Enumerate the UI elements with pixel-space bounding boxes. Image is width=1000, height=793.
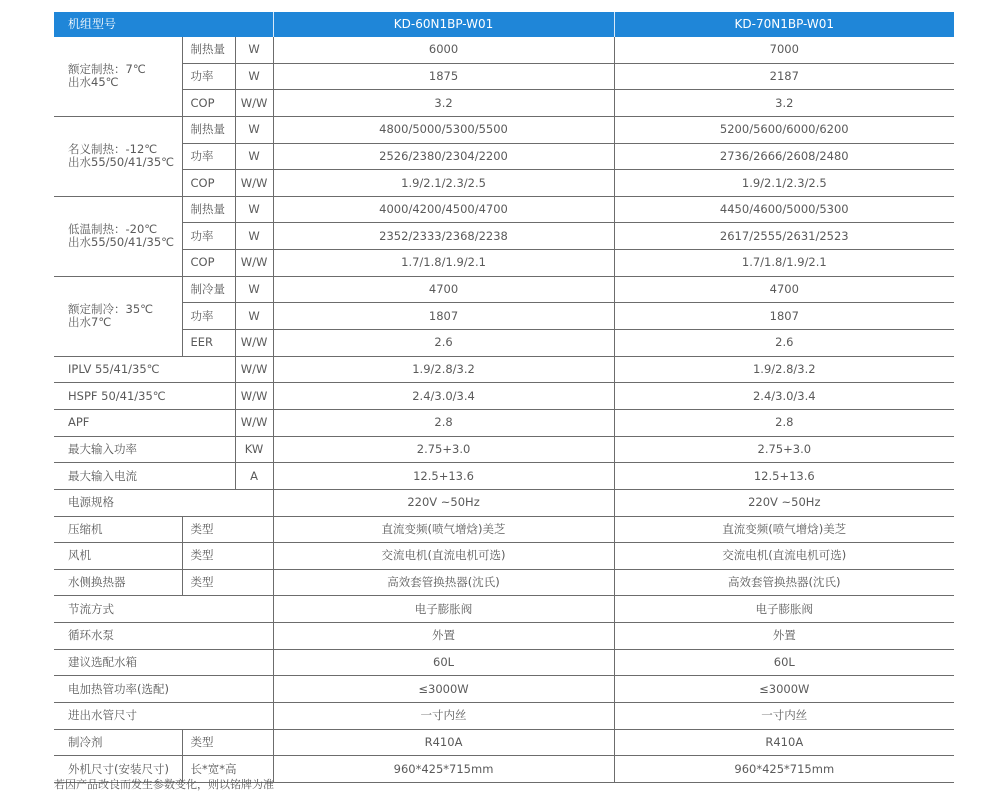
row-sub-label: 功率 (182, 63, 235, 90)
group-label: 名义制热：-12℃ 出水55/50/41/35℃ (54, 116, 182, 196)
value-model-1: 2526/2380/2304/2200 (273, 143, 614, 170)
value-model-2: 2.4/3.0/3.4 (614, 383, 954, 410)
value-model-1: 4700 (273, 276, 614, 303)
row-sub-label: 制冷量 (182, 276, 235, 303)
value-model-1: ≤3000W (273, 676, 614, 703)
value-model-2: 电子膨胀阀 (614, 596, 954, 623)
value-model-2: 960*425*715mm (614, 756, 954, 783)
table-row (54, 116, 954, 143)
value-model-2: 外置 (614, 623, 954, 650)
value-model-1: 960*425*715mm (273, 756, 614, 783)
row-unit: W (235, 223, 273, 250)
value-model-2: 直流变频(喷气增焓)美芝 (614, 516, 954, 543)
row-unit: W/W (235, 330, 273, 357)
value-model-2: 12.5+13.6 (614, 463, 954, 490)
row-sub-label: 类型 (182, 569, 273, 596)
table-row (54, 543, 954, 570)
row-label: 电加热管功率(选配) (54, 676, 273, 703)
table-row (54, 409, 954, 436)
value-model-1: 1875 (273, 63, 614, 90)
row-sub-label: 类型 (182, 516, 273, 543)
table-row (54, 196, 954, 223)
value-model-2: 3.2 (614, 90, 954, 117)
row-sub-label: 制热量 (182, 116, 235, 143)
value-model-1: 1807 (273, 303, 614, 330)
value-model-1: 3.2 (273, 90, 614, 117)
value-model-1: 电子膨胀阀 (273, 596, 614, 623)
table-row (54, 489, 954, 516)
table-row (54, 676, 954, 703)
table-row (54, 303, 954, 330)
row-sub-label: 制热量 (182, 196, 235, 223)
value-model-1: 2.4/3.0/3.4 (273, 383, 614, 410)
value-model-1: 外置 (273, 623, 614, 650)
value-model-1: R410A (273, 729, 614, 756)
value-model-2: 2736/2666/2608/2480 (614, 143, 954, 170)
table-row (54, 63, 954, 90)
value-model-2: 2.75+3.0 (614, 436, 954, 463)
spec-table-body (54, 12, 954, 782)
row-sub-label: COP (182, 170, 235, 197)
table-row (54, 330, 954, 357)
value-model-1: 2.75+3.0 (273, 436, 614, 463)
row-label: HSPF 50/41/35℃ (54, 383, 235, 410)
row-sub-label: 功率 (182, 223, 235, 250)
value-model-1: 1.9/2.8/3.2 (273, 356, 614, 383)
row-sub-label: COP (182, 250, 235, 277)
spec-table (54, 12, 954, 783)
row-unit: W/W (235, 383, 273, 410)
row-sub-label: EER (182, 330, 235, 357)
row-label: 最大输入电流 (54, 463, 235, 490)
value-model-2: 1.7/1.8/1.9/2.1 (614, 250, 954, 277)
value-model-2: R410A (614, 729, 954, 756)
value-model-2: 一寸内丝 (614, 703, 954, 730)
value-model-2: 1807 (614, 303, 954, 330)
row-label: 水侧换热器 (54, 569, 182, 596)
value-model-2: 2.6 (614, 330, 954, 357)
table-row (54, 276, 954, 303)
value-model-1: 高效套管换热器(沈氏) (273, 569, 614, 596)
row-label: 制冷剂 (54, 729, 182, 756)
row-label: 循环水泵 (54, 623, 273, 650)
footnote: 若因产品改良而发生参数变化，则以铭牌为准 (54, 778, 274, 791)
row-unit: W/W (235, 170, 273, 197)
table-row (54, 463, 954, 490)
row-sub-label: 功率 (182, 303, 235, 330)
table-row (54, 623, 954, 650)
value-model-1: 交流电机(直流电机可选) (273, 543, 614, 570)
group-label: 额定制冷：35℃ 出水7℃ (54, 276, 182, 356)
row-sub-label: 类型 (182, 543, 273, 570)
row-label: IPLV 55/41/35℃ (54, 356, 235, 383)
table-row (54, 649, 954, 676)
value-model-1: 2.8 (273, 409, 614, 436)
value-model-1: 4000/4200/4500/4700 (273, 196, 614, 223)
table-row (54, 596, 954, 623)
value-model-2: 2187 (614, 63, 954, 90)
row-unit: W (235, 196, 273, 223)
row-sub-label: 长*宽*高 (182, 756, 273, 783)
value-model-2: 7000 (614, 37, 954, 63)
table-row (54, 436, 954, 463)
table-header-row (54, 12, 954, 37)
value-model-1: 6000 (273, 37, 614, 63)
table-row (54, 170, 954, 197)
header-model-1: KD-60N1BP-W01 (273, 12, 614, 37)
row-sub-label: 功率 (182, 143, 235, 170)
row-sub-label: COP (182, 90, 235, 117)
value-model-1: 4800/5000/5300/5500 (273, 116, 614, 143)
value-model-2: 交流电机(直流电机可选) (614, 543, 954, 570)
value-model-1: 12.5+13.6 (273, 463, 614, 490)
value-model-1: 1.7/1.8/1.9/2.1 (273, 250, 614, 277)
row-label: 建议选配水箱 (54, 649, 273, 676)
header-model-label: 机组型号 (54, 12, 273, 37)
row-unit: W (235, 116, 273, 143)
row-sub-label: 类型 (182, 729, 273, 756)
row-unit: W (235, 143, 273, 170)
value-model-2: 60L (614, 649, 954, 676)
value-model-2: 2.8 (614, 409, 954, 436)
row-label: 节流方式 (54, 596, 273, 623)
row-label: 最大输入功率 (54, 436, 235, 463)
value-model-1: 1.9/2.1/2.3/2.5 (273, 170, 614, 197)
table-row (54, 703, 954, 730)
row-unit: W/W (235, 90, 273, 117)
value-model-2: 2617/2555/2631/2523 (614, 223, 954, 250)
value-model-2: 1.9/2.1/2.3/2.5 (614, 170, 954, 197)
row-unit: W/W (235, 356, 273, 383)
row-unit: W (235, 303, 273, 330)
row-label: 外机尺寸(安装尺寸) (54, 756, 182, 783)
value-model-2: 220V ~50Hz (614, 489, 954, 516)
value-model-2: ≤3000W (614, 676, 954, 703)
group-label: 额定制热：7℃ 出水45℃ (54, 37, 182, 116)
row-unit: A (235, 463, 273, 490)
row-unit: W/W (235, 250, 273, 277)
value-model-2: 5200/5600/6000/6200 (614, 116, 954, 143)
row-label: 压缩机 (54, 516, 182, 543)
value-model-1: 220V ~50Hz (273, 489, 614, 516)
row-unit: W (235, 37, 273, 63)
table-row (54, 356, 954, 383)
table-row (54, 90, 954, 117)
row-unit: W (235, 63, 273, 90)
table-row (54, 250, 954, 277)
group-label: 低温制热：-20℃ 出水55/50/41/35℃ (54, 196, 182, 276)
value-model-2: 4450/4600/5000/5300 (614, 196, 954, 223)
value-model-2: 高效套管换热器(沈氏) (614, 569, 954, 596)
value-model-1: 直流变频(喷气增焓)美芝 (273, 516, 614, 543)
value-model-1: 2352/2333/2368/2238 (273, 223, 614, 250)
row-label: APF (54, 409, 235, 436)
row-label: 风机 (54, 543, 182, 570)
header-model-2: KD-70N1BP-W01 (614, 12, 954, 37)
table-row (54, 729, 954, 756)
table-row (54, 223, 954, 250)
row-unit: W (235, 276, 273, 303)
row-label: 电源规格 (54, 489, 273, 516)
table-row (54, 516, 954, 543)
row-unit: KW (235, 436, 273, 463)
value-model-1: 一寸内丝 (273, 703, 614, 730)
table-row (54, 383, 954, 410)
table-row (54, 37, 954, 63)
row-sub-label: 制热量 (182, 37, 235, 63)
value-model-2: 4700 (614, 276, 954, 303)
value-model-1: 2.6 (273, 330, 614, 357)
value-model-1: 60L (273, 649, 614, 676)
value-model-2: 1.9/2.8/3.2 (614, 356, 954, 383)
row-unit: W/W (235, 409, 273, 436)
row-label: 进出水管尺寸 (54, 703, 273, 730)
table-row (54, 143, 954, 170)
table-row (54, 569, 954, 596)
